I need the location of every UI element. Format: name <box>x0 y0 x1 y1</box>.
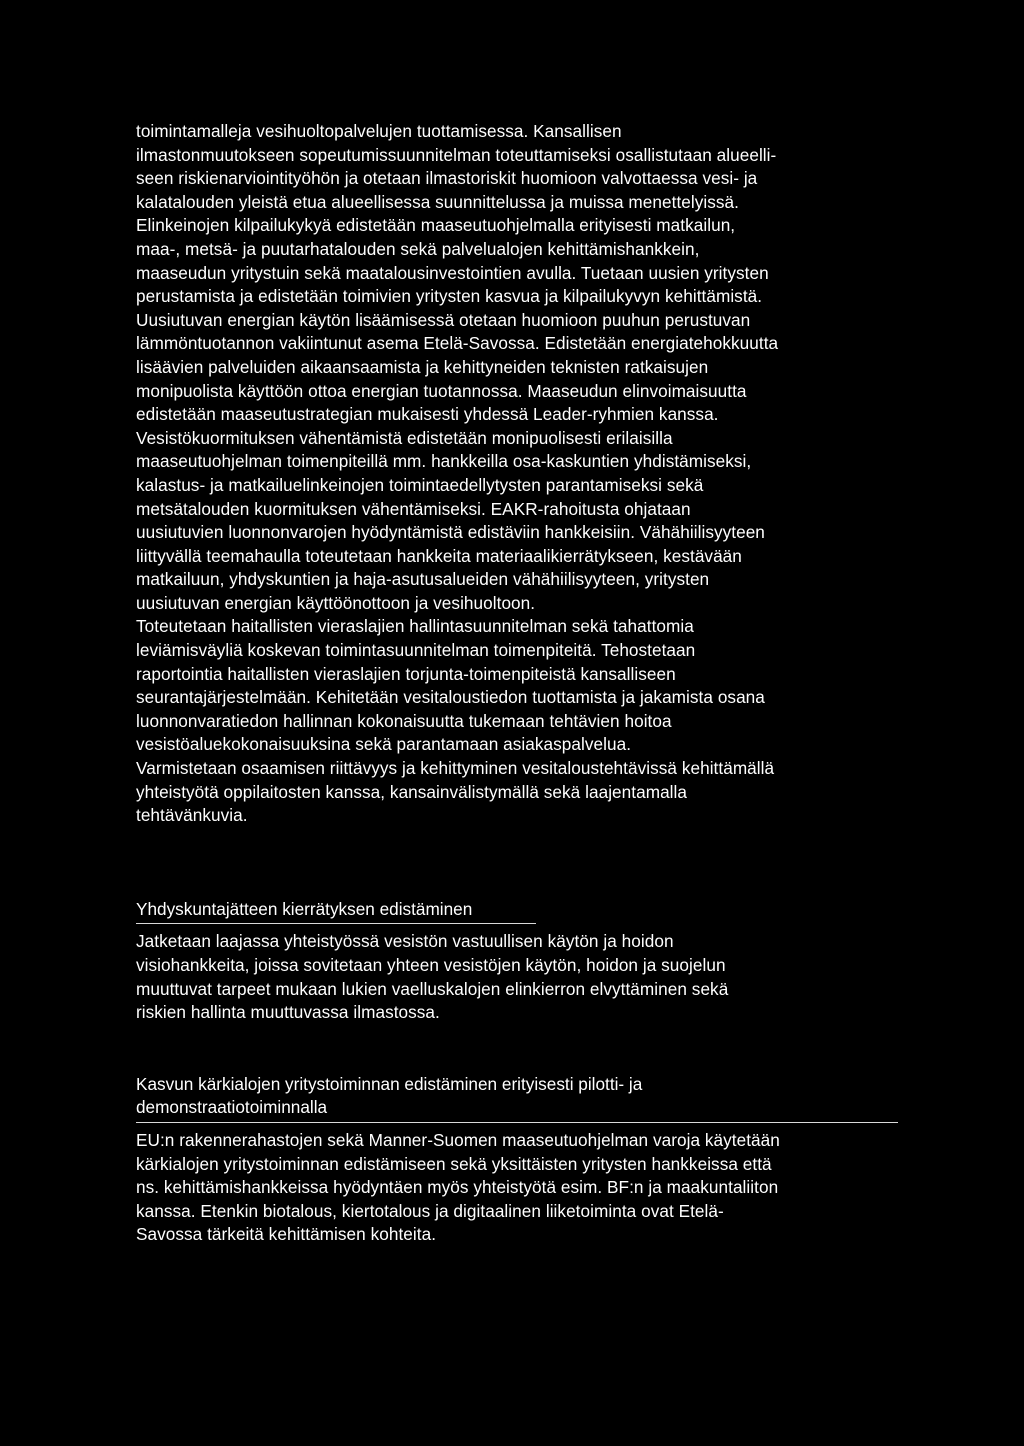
text-line: matkailuun, yhdyskuntien ja haja-asutusalueiden vähähiilisyyteen, yritysten <box>136 569 710 590</box>
heading-line: Yhdyskuntajätteen kierrätyksen edistäminen <box>136 898 473 919</box>
section-body-text <box>136 1129 906 1247</box>
text-line: monipuolista käyttöön ottoa energian tuotannossa. Maaseudun elinvoimaisuutta <box>136 380 747 401</box>
text-line: raportointia haitallisten vieraslajien torjunta-toimenpiteistä kansalliseen <box>136 663 676 684</box>
text-line: Vesistökuormituksen vähentämistä edistetään monipuolisesti erilaisilla <box>136 427 673 448</box>
section-karkialat <box>136 1073 906 1247</box>
text-line: maaseutuohjelman toimenpiteillä mm. hankkeilla osa-kaskuntien yhdistämiseksi, <box>136 451 752 472</box>
text-line: perustamista ja edistetään toimivien yritysten kasvua ja kilpailukyvyn kehittämistä. <box>136 286 763 307</box>
heading-underline <box>136 1122 898 1123</box>
text-line: Savossa tärkeitä kehittämisen kohteita. <box>136 1224 437 1245</box>
text-line: lisäävien palveluiden aikaansaamista ja kehittyneiden teknisten ratkaisujen <box>136 356 709 377</box>
text-line: ilmastonmuutokseen sopeutumissuunnitelman toteuttamiseksi osallistutaan alueelli- <box>136 144 777 165</box>
text-line: edistetään maaseutustrategian mukaisesti yhdessä Leader-ryhmien kanssa. <box>136 404 719 425</box>
text-line: uusiutuvan energian käyttöönottoon ja vesihuoltoon. <box>136 592 536 613</box>
text-line: Varmistetaan osaamisen riittävyys ja kehittyminen vesitaloustehtävissä kehittämällä <box>136 758 775 779</box>
section-body-text <box>136 930 906 1024</box>
section-heading <box>136 898 906 922</box>
heading-line: Kasvun kärkialojen yritystoiminnan edistäminen erityisesti pilotti- ja <box>136 1073 643 1094</box>
text-line: riskien hallinta muuttuvassa ilmastossa. <box>136 1002 440 1023</box>
text-line: leviämisväyliä koskevan toimintasuunnitelman toimenpiteitä. Tehostetaan <box>136 640 696 661</box>
text-line: Elinkeinojen kilpailukykyä edistetään maaseutuohjelmalla erityisesti matkailun, <box>136 215 736 236</box>
text-line: lämmöntuotannon vakiintunut asema Etelä-Savossa. Edistetään energiatehokkuutta <box>136 333 779 354</box>
section-kierratys <box>136 898 906 1025</box>
text-line: Jatketaan laajassa yhteistyössä vesistön vastuullisen käytön ja hoidon <box>136 931 674 952</box>
text-line: kalatalouden yleistä etua alueellisessa suunnittelussa ja muissa menettelyissä. <box>136 191 739 212</box>
text-line: uusiutuvien luonnonvarojen hyödyntämistä edistäviin hankkeisiin. Vähähiilisyyteen <box>136 522 765 543</box>
body-text-block <box>136 120 906 828</box>
text-line: liittyvällä teemahaulla toteutetaan hankkeita materiaalikierrätykseen, kestävään <box>136 545 742 566</box>
text-line: visiohankkeita, joissa sovitetaan yhteen vesistöjen käytön, hoidon ja suojelun <box>136 955 726 975</box>
text-line: tehtävänkuvia. <box>136 805 248 826</box>
text-line: maa-, metsä- ja puutarhatalouden sekä palvelualojen kehittämishankkein, <box>136 238 700 259</box>
text-line: seurantajärjestelmään. Kehitetään vesitaloustiedon tuottamista ja jakamista osana <box>136 687 765 708</box>
heading-line: demonstraatiotoiminnalla <box>136 1097 328 1118</box>
text-line: EU:n rakennerahastojen sekä Manner-Suomen maaseutuohjelman varoja käytetään <box>136 1129 780 1150</box>
document-page <box>136 120 906 1247</box>
text-line: seen riskienarviointityöhön ja otetaan ilmastoriskit huomioon valvottaessa vesi- ja <box>136 168 758 189</box>
text-line: kanssa. Etenkin biotalous, kiertotalous ja digitaalinen liiketoiminta ovat Etelä- <box>136 1200 724 1221</box>
text-line: kalastus- ja matkailuelinkeinojen toimintaedellytysten parantamiseksi sekä <box>136 474 704 495</box>
text-line: vesistöaluekokonaisuuksina sekä parantamaan asiakaspalvelua. <box>136 734 632 755</box>
text-line: yhteistyötä oppilaitosten kanssa, kansainvälistymällä sekä laajentamalla <box>136 781 688 802</box>
heading-underline <box>136 923 536 924</box>
text-line: toimintamalleja vesihuoltopalvelujen tuottamisessa. Kansallisen <box>136 121 622 141</box>
text-line: maaseudun yritystuin sekä maatalousinvestointien avulla. Tuetaan uusien yritysten <box>136 262 769 283</box>
text-line: ns. kehittämishankkeissa hyödyntäen myös yhteistyötä esim. BF:n ja maakuntaliiton <box>136 1177 779 1198</box>
text-line: kärkialojen yritystoiminnan edistämiseen sekä yksittäisten yritysten hankkeissa että <box>136 1153 772 1174</box>
text-line: Uusiutuvan energian käytön lisäämisessä otetaan huomioon puuhun perustuvan <box>136 309 751 330</box>
text-line: luonnonvaratiedon hallinnan kokonaisuutta tukemaan tehtävien hoitoa <box>136 710 672 731</box>
text-line: metsätalouden kuormituksen vähentämiseksi. EAKR-rahoitusta ohjataan <box>136 498 691 519</box>
section-heading <box>136 1073 906 1120</box>
text-line: Toteutetaan haitallisten vieraslajien hallintasuunnitelman sekä tahattomia <box>136 616 694 637</box>
text-line: muuttuvat tarpeet mukaan lukien vaelluskalojen elinkierron elvyttäminen sekä <box>136 978 729 999</box>
